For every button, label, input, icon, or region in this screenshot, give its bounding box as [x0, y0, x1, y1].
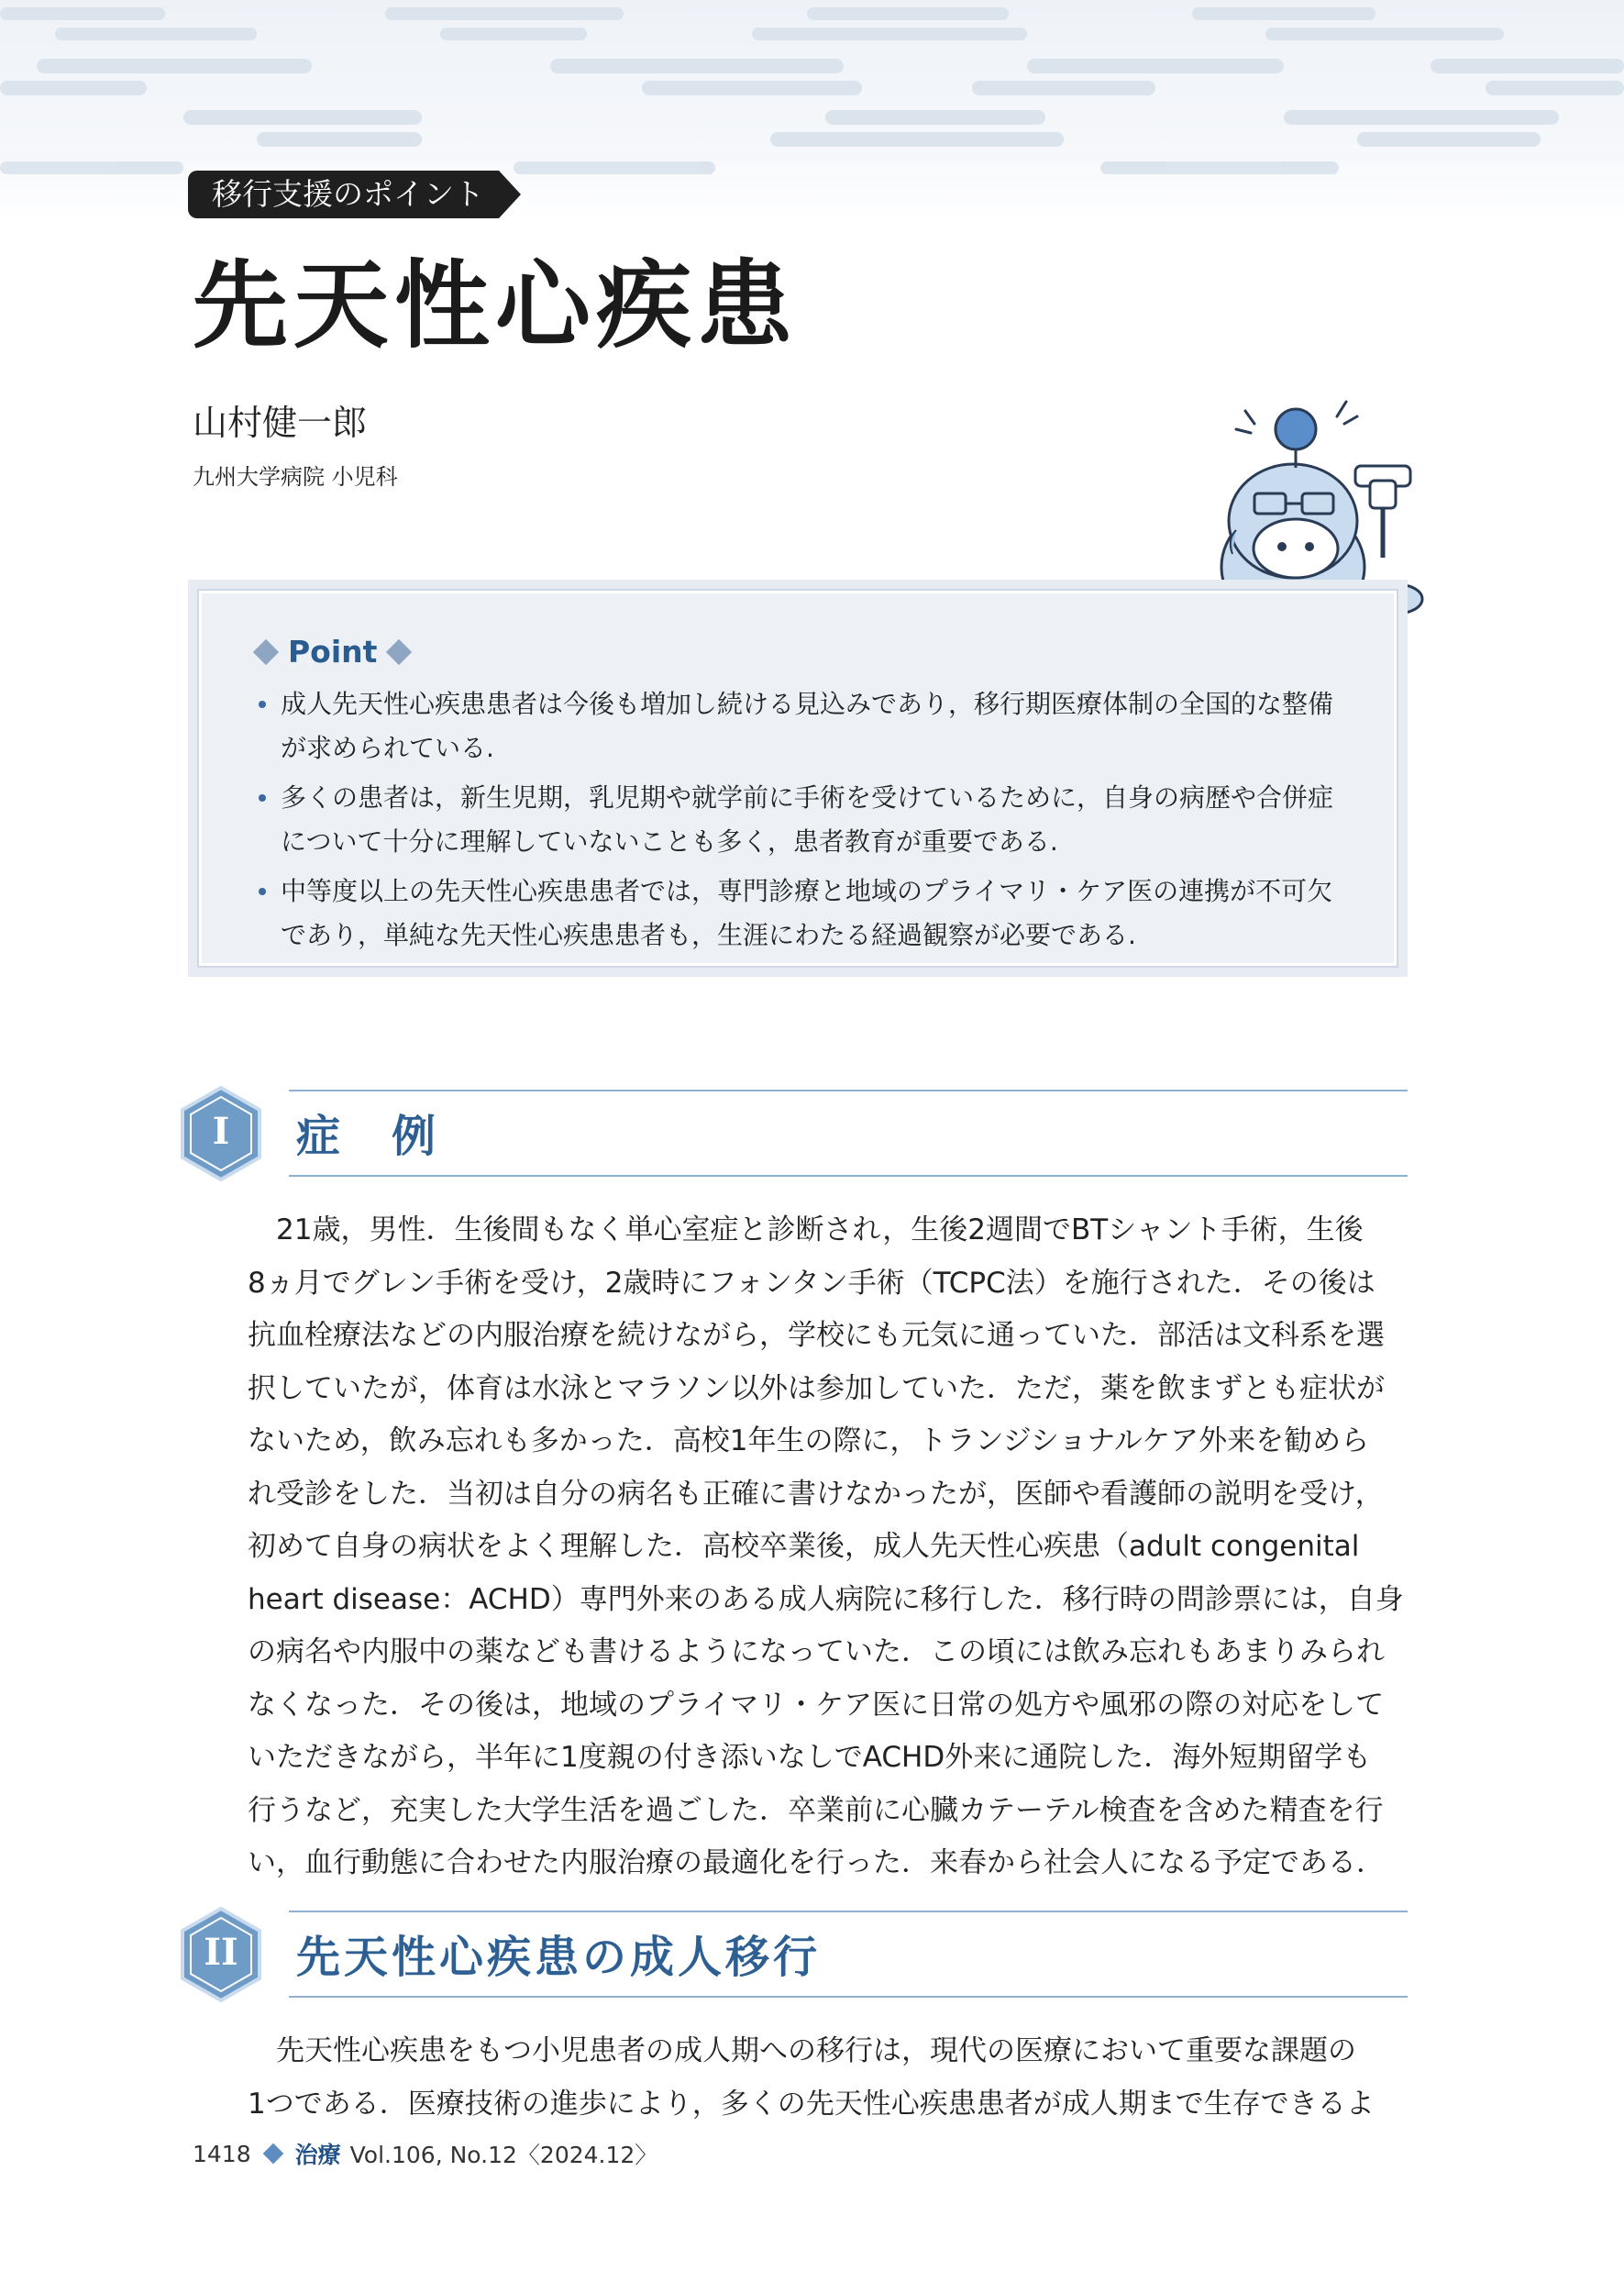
- bullet-dot-icon: [259, 794, 266, 802]
- point-item: [257, 776, 1348, 864]
- bullet-dot-icon: [259, 888, 266, 895]
- tag-arrow-icon: [499, 171, 521, 218]
- section-rule: [289, 1996, 1408, 1998]
- diamond-bullet-icon: [262, 2143, 283, 2165]
- section-rule: [289, 1911, 1408, 1912]
- body-line: れ受診をした．当初は自分の病名も正確に書けなかったが，医師や看護師の説明を受け，: [248, 1477, 1384, 1511]
- section-rule: [289, 1175, 1408, 1177]
- point-item-line: 成人先天性心疾患患者は今後も増加し続ける見込みであり，移行期医療体制の全国的な整備: [281, 689, 1334, 719]
- point-box-inner: [199, 591, 1397, 966]
- body-line: 抗血栓療法などの内服治療を続けながら，学校にも元気に通っていた．部活は文科系を選: [248, 1319, 1385, 1352]
- issue-info: Vol.106, No.12〈2024.12〉: [349, 2142, 658, 2168]
- body-line: なくなった．その後は，地域のプライマリ・ケア医に日常の処方や風邪の際の対応をして: [248, 1688, 1385, 1722]
- body-line: 択していたが，体育は水泳とマラソン以外は参加していた．ただ，薬を飲まずとも症状が: [248, 1371, 1385, 1405]
- body-line: heart disease：ACHD）専門外来のある成人病院に移行した．移行時の問診票には，自身: [248, 1582, 1404, 1616]
- body-line: 行うなど，充実した大学生活を過ごした．卒業前に心臓カテーテル検査を含めた精査を行: [248, 1793, 1384, 1827]
- bullet-dot-icon: [259, 701, 266, 708]
- page-footer: [193, 2137, 657, 2170]
- body-line: いただきながら，半年に1度親の付き添いなしでACHD外来に通院した．海外短期留学も: [248, 1741, 1372, 1774]
- body-line: 初めて自身の病状をよく理解した．高校卒業後，成人先天性心疾患（adult congenital: [248, 1530, 1360, 1563]
- body-line: 21歳，男性．生後間もなく単心室症と診断され，生後2週間でBTシャント手術，生後: [248, 1213, 1364, 1246]
- point-list: [257, 682, 1348, 958]
- journal-name: 治療: [294, 2142, 341, 2168]
- point-heading: [257, 634, 1348, 670]
- section-number: II: [204, 1931, 238, 1974]
- body-line: 8ヵ月でグレン手術を受け，2歳時にフォンタン手術（TCPC法）を施行された．その後は: [248, 1266, 1375, 1300]
- section-title: 先天性心疾患の成人移行: [296, 1932, 822, 1983]
- author-affiliation: 九州大学病院 小児科: [193, 464, 398, 490]
- section-title: 症 例: [296, 1111, 440, 1162]
- body-line: 先天性心疾患をもつ小児患者の成人期への移行は，現代の医療において重要な課題の: [248, 2034, 1356, 2067]
- point-item-line: であり，単純な先天性心疾患患者も，生涯にわたる経過観察が必要である.: [281, 920, 1136, 950]
- body-line: い，血行動態に合わせた内服治療の最適化を行った．来春から社会人になる予定である．: [248, 1846, 1385, 1879]
- section-heading-2: [179, 1911, 1408, 1998]
- point-item-line: 中等度以上の先天性心疾患患者では，専門診療と地域のプライマリ・ケア医の連携が不可欠: [281, 876, 1333, 906]
- point-item-line: 多くの患者は，新生児期，乳児期や就学前に手術を受けているために，自身の病歴や合併症: [281, 782, 1334, 813]
- body-line: ないため，飲み忘れも多かった．高校1年生の際に，トランジショナルケア外来を勧めら: [248, 1424, 1370, 1457]
- body-line: 1つである．医療技術の進歩により，多くの先天性心疾患患者が成人期まで生存できるよ: [248, 2087, 1375, 2121]
- point-item-line: について十分に理解していないことも多く，患者教育が重要である.: [281, 826, 1058, 857]
- series-label: 移行支援のポイント: [188, 171, 499, 218]
- section-body-1: [248, 1204, 1408, 1890]
- page-number: 1418: [193, 2140, 251, 2167]
- point-item-line: が求められている.: [281, 733, 494, 763]
- point-heading-text: Point: [288, 634, 378, 670]
- diamond-bullet-icon: [386, 638, 412, 664]
- section-body-2: [248, 2025, 1408, 2131]
- point-box: [188, 580, 1408, 977]
- article-title: 先天性心疾患: [193, 249, 799, 361]
- point-item: [257, 870, 1348, 958]
- diamond-bullet-icon: [253, 638, 279, 664]
- body-line: の病名や内服中の薬なども書けるようになっていた．この頃には飲み忘れもあまりみられ: [248, 1635, 1385, 1668]
- author-name: 山村健一郎: [193, 403, 368, 443]
- series-tag: [188, 171, 521, 218]
- section-heading-1: [179, 1090, 1408, 1177]
- section-number: I: [212, 1110, 230, 1153]
- point-item: [257, 682, 1348, 770]
- section-rule: [289, 1090, 1408, 1091]
